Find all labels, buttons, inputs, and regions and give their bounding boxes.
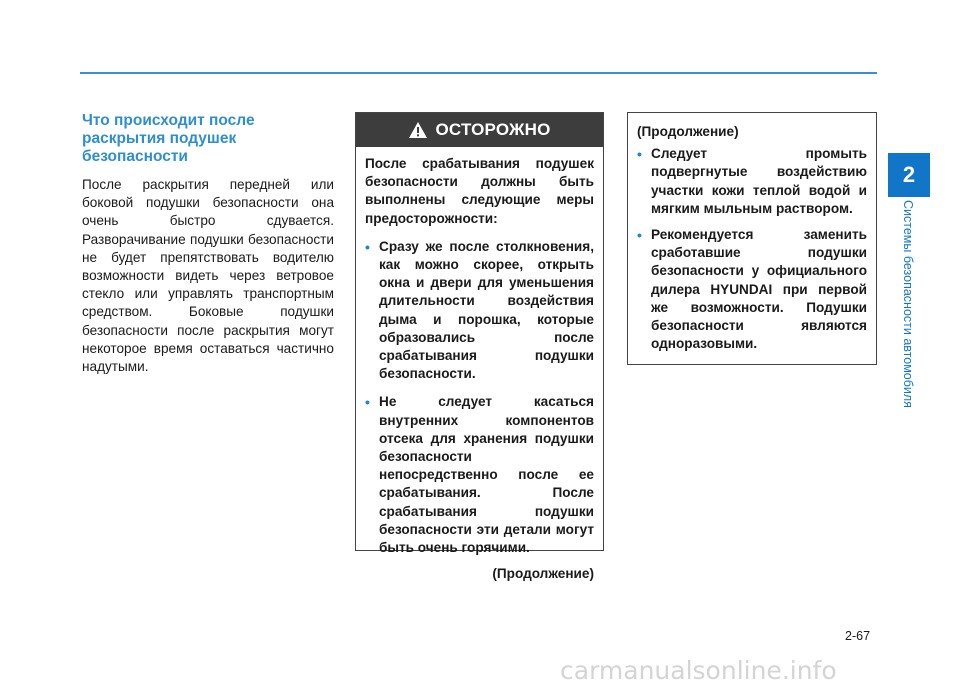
continuation-heading: (Продолжение) <box>637 124 739 139</box>
continuation-bullet-text: Следует промыть подвергнутые воздействию участки кожи теплой водой и мягким мыльным раствором. <box>651 146 867 216</box>
warning-content <box>356 147 603 583</box>
watermark: carmanualsonline.info <box>560 656 837 685</box>
page-number: 2-67 <box>845 629 871 643</box>
list-item <box>637 145 867 218</box>
chapter-label-text: Системы безопасности автомобиля <box>901 200 915 408</box>
continuation-bullet-text: Рекомендуется заменить сработавшие подушки безопасности у официального дилера HYUNDAI при первой же возможности. Подушки безопасности являются одноразовыми. <box>651 227 867 352</box>
section-title: Что происходит после раскрытия подушек безопасности <box>82 112 255 165</box>
section-column <box>82 112 334 376</box>
list-item <box>365 238 594 384</box>
list-item <box>365 393 594 557</box>
bullet-icon: • <box>365 238 370 255</box>
section-body: После раскрытия передней или боковой подушки безопасности она очень быстро сдувается. Разворачивание подушки безопасности не будет препятствовать водителю возможности видеть через ветровое стекло или управлять транспортным средством. Боковые подушки безопасности после раскрытия могут некоторое время оставаться частично надутыми. <box>82 177 334 375</box>
warning-box <box>355 112 604 582</box>
bullet-icon: • <box>637 227 642 244</box>
top-rule <box>80 72 877 74</box>
warning-intro: После срабатывания подушек безопасности должны быть выполнены следующие меры предосторожности: <box>365 156 594 226</box>
warning-triangle-icon <box>408 121 428 139</box>
warning-title: ОСТОРОЖНО <box>435 120 551 139</box>
warning-bullet-text: Не следует касаться внутренних компонентов отсека для хранения подушки безопасности непосредственно после ее срабатывания. После срабатывания подушки безопасности эти детали могут быть очень горячими. <box>379 394 594 556</box>
continued-note: (Продолжение) <box>492 566 594 582</box>
continuation-content <box>628 113 876 353</box>
chapter-tab: 2 <box>888 153 930 197</box>
bullet-icon: • <box>637 146 642 163</box>
continuation-box <box>627 112 877 365</box>
bullet-icon: • <box>365 394 370 411</box>
warning-header <box>356 113 603 147</box>
list-item <box>637 226 867 353</box>
warning-bullet-text: Сразу же после столкновения, как можно скорее, открыть окна и двери для уменьшения длительности воздействия дыма и порошка, которые образовались после срабатывания подушки безопасности. <box>379 238 594 382</box>
